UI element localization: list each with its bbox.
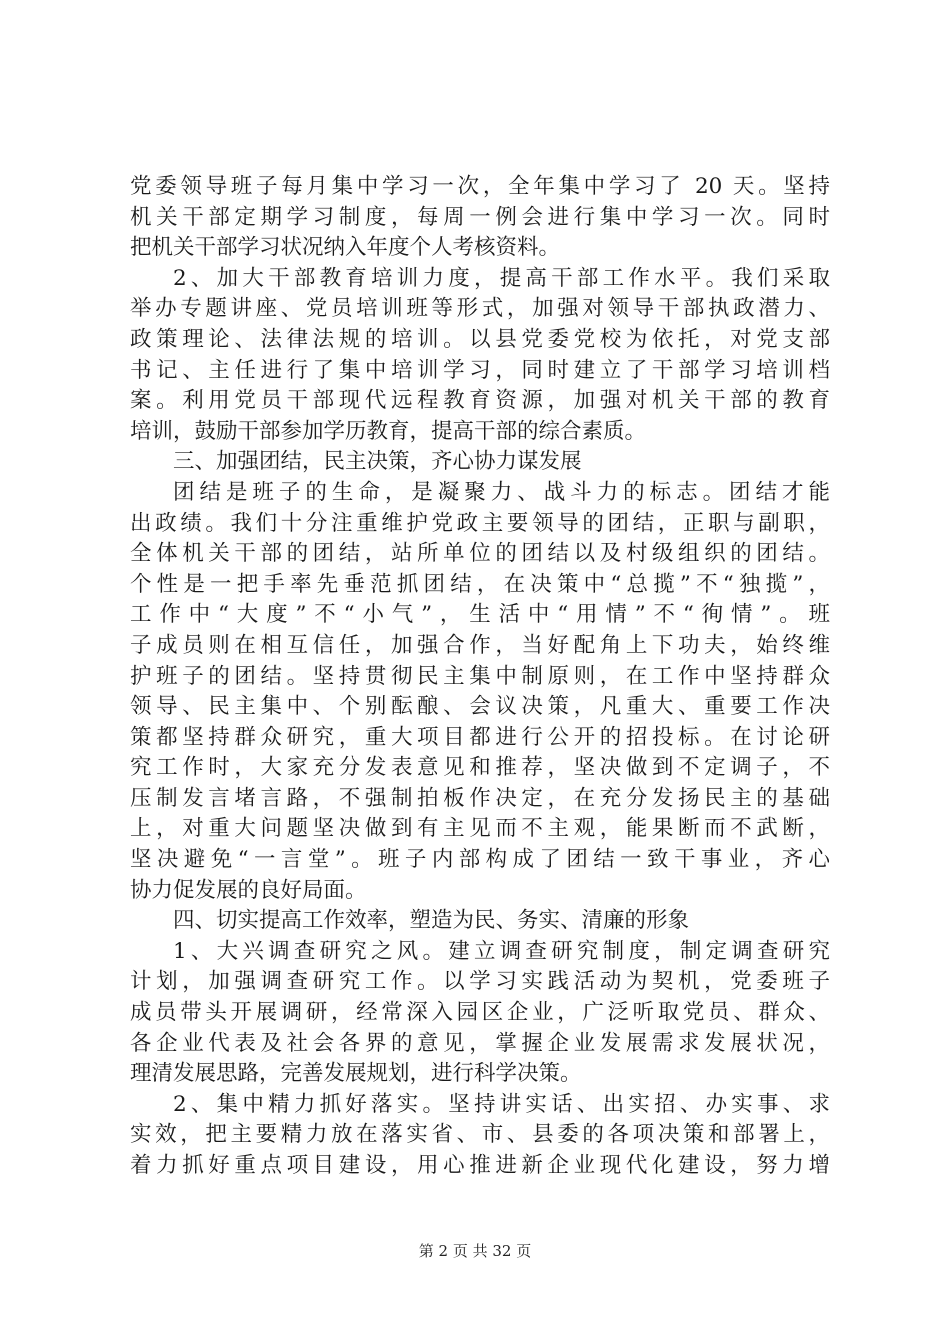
text-line: 各企业代表及社会各界的意见，掌握企业发展需求发展状况， (130, 1030, 830, 1056)
body-text (130, 172, 830, 1182)
text-line: 2、加大干部教育培训力度，提高干部工作水平。我们采取 (173, 265, 830, 291)
text-line: 协力促发展的良好局面。 (130, 877, 367, 903)
text-line: 机关干部定期学习制度，每周一例会进行集中学习一次。同时 (130, 204, 830, 230)
text-line: 领导、民主集中、个别酝酿、会议决策，凡重大、重要工作决 (130, 694, 830, 720)
text-line: 党委领导班子每月集中学习一次，全年集中学习了 20 天。坚持 (130, 174, 830, 199)
text-line: 理清发展思路，完善发展规划，进行科学决策。 (130, 1061, 582, 1087)
text-line: 个性是一把手率先垂范抓团结，在决策中“总揽”不“独揽”， (130, 571, 830, 597)
text-line: 四、切实提高工作效率，塑造为民、务实、清廉的形象 (173, 908, 690, 934)
text-line: 护班子的团结。坚持贯彻民主集中制原则，在工作中坚持群众 (130, 663, 830, 689)
text-line: 实效，把主要精力放在落实省、市、县委的各项决策和部署上， (130, 1122, 830, 1148)
text-line: 坚决避免“一言堂”。班子内部构成了团结一致干事业，齐心 (130, 847, 830, 873)
text-line: 案。利用党员干部现代远程教育资源，加强对机关干部的教育 (130, 388, 830, 414)
text-line: 究工作时，大家充分发表意见和推荐，坚决做到不定调子，不 (130, 755, 830, 781)
text-line: 书记、主任进行了集中培训学习，同时建立了干部学习培训档 (130, 357, 830, 383)
text-line: 举办专题讲座、党员培训班等形式，加强对领导干部执政潜力、 (130, 296, 830, 322)
text-line: 把机关干部学习状况纳入年度个人考核资料。 (130, 235, 561, 261)
text-line: 上，对重大问题坚决做到有主见而不主观，能果断而不武断， (130, 816, 830, 842)
text-line: 压制发言堵言路，不强制拍板作决定，在充分发扬民主的基础 (130, 785, 830, 811)
text-line: 子成员则在相互信任，加强合作，当好配角上下功夫，始终维 (130, 632, 830, 658)
text-line: 政策理论、法律法规的培训。以县党委党校为依托，对党支部 (130, 326, 830, 352)
text-line: 团结是班子的生命，是凝聚力、战斗力的标志。团结才能 (173, 479, 830, 505)
text-line: 计划，加强调查研究工作。以学习实践活动为契机，党委班子 (130, 969, 830, 995)
page-footer: 第 2 页 共 32 页 (418, 1242, 532, 1260)
text-line: 成员带头开展调研，经常深入园区企业，广泛听取党员、群众、 (130, 1000, 830, 1026)
text-line: 三、加强团结，民主决策，齐心协力谋发展 (173, 449, 582, 475)
text-line: 策都坚持群众研究，重大项目都进行公开的招投标。在讨论研 (130, 724, 830, 750)
text-line: 着力抓好重点项目建设，用心推进新企业现代化建设，努力增 (130, 1153, 830, 1178)
text-line: 工作中“大度”不“小气”，生活中“用情”不“徇情”。班 (130, 602, 830, 628)
text-line: 2、集中精力抓好落实。坚持讲实话、出实招、办实事、求 (173, 1091, 830, 1117)
text-line: 全体机关干部的团结，站所单位的团结以及村级组织的团结。 (130, 541, 830, 567)
text-line: 出政绩。我们十分注重维护党政主要领导的团结，正职与副职， (130, 510, 830, 536)
text-line: 1、大兴调查研究之风。建立调查研究制度，制定调查研究 (173, 938, 830, 964)
text-line: 培训，鼓励干部参加学历教育，提高干部的综合素质。 (130, 418, 647, 444)
